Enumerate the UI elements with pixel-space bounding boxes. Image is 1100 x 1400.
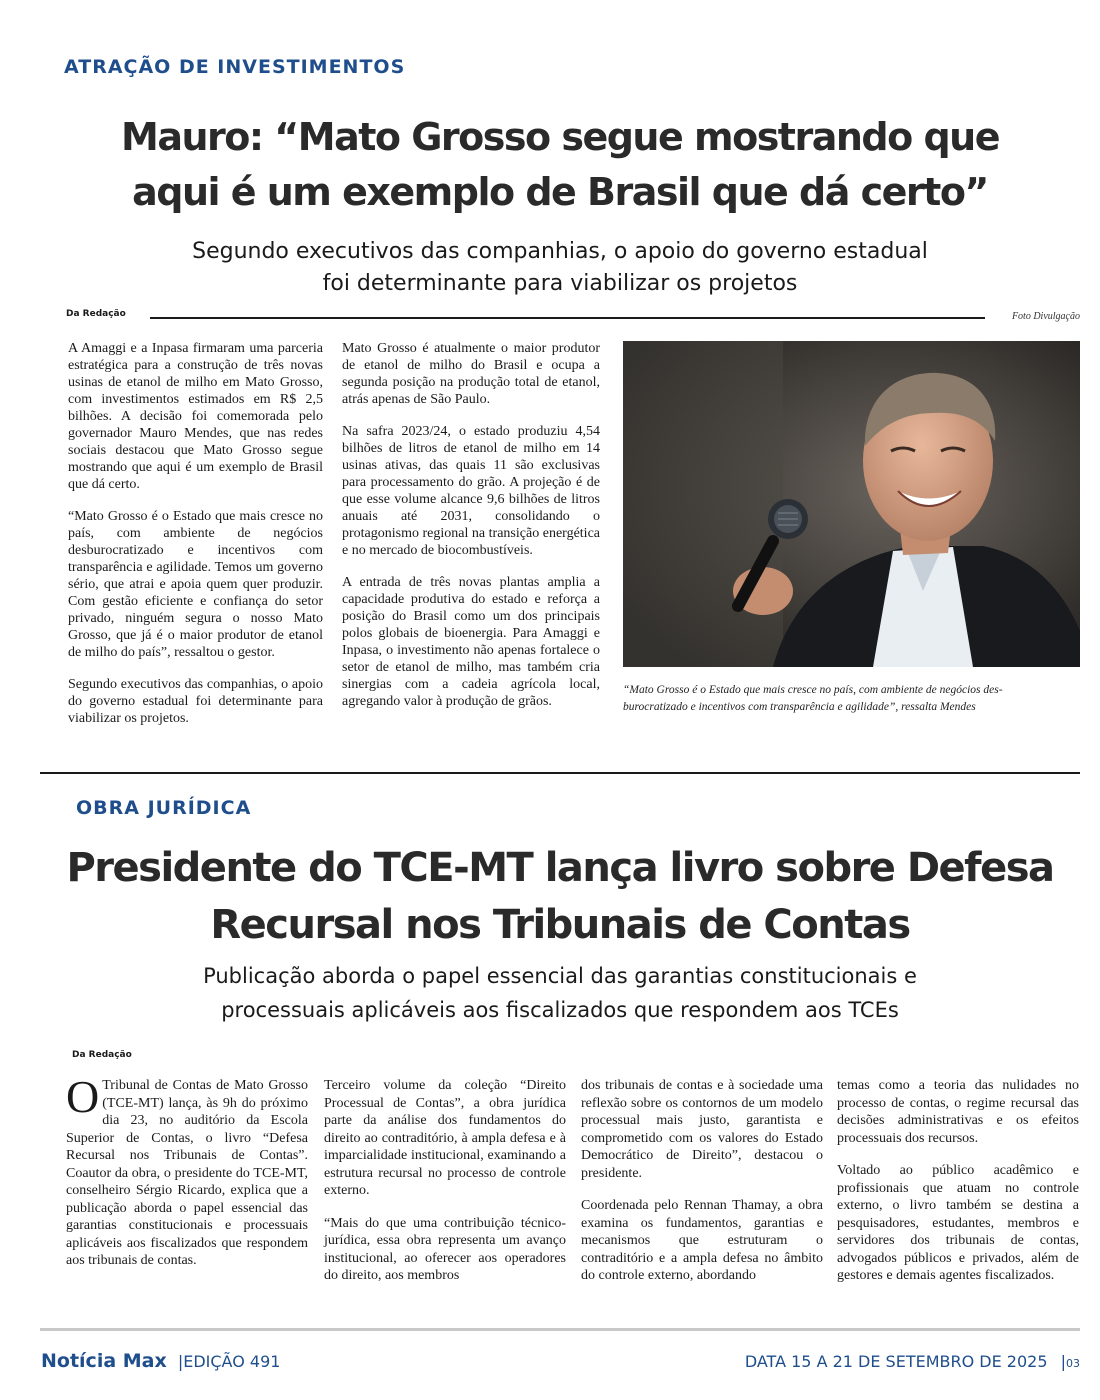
paragraph: Voltado ao público acadêmico e profissionais que atuam no controle externo, o livro também se destina a pesquisadores, estudantes, membros e servidores dos tribunais de contas, advogados públicos e privados, além de gestores e demais agentes fiscalizados. (837, 1163, 1079, 1283)
caption-line: burocratizado e incentivos com transparência e agilidade”, ressalta Mendes (623, 701, 976, 713)
paragraph-text: Tribunal de Contas de Mato Grosso (TCE-MT) lança, às 9h do próximo dia 23, no auditório da Escola Superior de Contas, o livro “Defesa Recursal nos Tribunais de Contas”. Coautor da obra, o presidente do TCE-MT, conselheiro Sérgio Ricardo, explica que a publicação aborda o papel essencial das garantias constitucionais e processuais aplicáveis aos fiscalizados que respondem aos tribunais de contas. (66, 1078, 308, 1268)
article-column-3 (581, 1077, 823, 1300)
article-column-2 (342, 340, 600, 725)
paragraph (66, 1071, 308, 1270)
footer-rule (40, 1328, 1080, 1331)
paragraph: A Amaggi e a Inpasa firmaram uma parceria estratégica para a construção de três novas usinas de etanol de milho em Mato Grosso, com investimentos estimados em R$ 2,5 bilhões. A decisão foi comemorada pelo governador Mauro Mendes, que nas redes sociais destacou que Mato Grosso segue mostrando que aqui é um exemplo de Brasil que dá certo. (68, 341, 323, 492)
paragraph: “Mais do que uma contribuição técnico-jurídica, essa obra representa um avanço institucional, ao oferecer aos operadores do direito, aos membros (324, 1215, 566, 1283)
photo-illustration (623, 341, 1080, 667)
article-column-1 (66, 1071, 308, 1285)
issue-date: DATA 15 A 21 DE SETEMBRO DE 2025 (744, 1352, 1048, 1371)
paragraph: “Mato Grosso é o Estado que mais cresce no país, com ambiente de negócios desburocratizado e incentivos com transparência e agilidade. Temos um governo sério, que atrai e apoia quem quer produzir. Com gestão eficiente e confiança do setor privado, ninguém segura o nosso Mato Grosso, que já é o maior produtor de etanol de milho do país”, ressaltou o gestor. (68, 509, 323, 660)
footer-brand (41, 1350, 280, 1372)
paragraph: A entrada de três novas plantas amplia a capacidade produtiva do estado e reforça a posição do Brasil como um dos principais polos globais de bioenergia. Para Amaggi e Inpasa, o investimento não apenas fortalece o setor de etanol de milho, mas também cria sinergias com a cadeia agrícola local, agregando valor à produção de grãos. (342, 575, 600, 709)
section-label: ATRAÇÃO DE INVESTIMENTOS (64, 56, 406, 78)
headline-line: Presidente do TCE-MT lança livro sobre Defesa (66, 845, 1054, 891)
footer-date (745, 1352, 1080, 1371)
page-number: 03 (1066, 1357, 1080, 1370)
separator: | (1060, 1352, 1066, 1371)
publication-name: Notícia Max (41, 1350, 167, 1372)
article-subheadline (40, 959, 1080, 1027)
paragraph: Segundo executivos das companhias, o apoio do governo estadual foi determinante para viabilizar os projetos. (68, 677, 323, 726)
byline-rule (150, 317, 985, 319)
paragraph: dos tribunais de contas e à sociedade uma reflexão sobre os contornos de um modelo processual mais justo, garantista e comprometido com os valores do Estado Democrático de Direito”, destacou o presidente. (581, 1078, 823, 1181)
article-subheadline (40, 236, 1080, 300)
headline-line: Mauro: “Mato Grosso segue mostrando que (121, 115, 999, 159)
headline-line: Recursal nos Tribunais de Contas (210, 902, 910, 948)
article-column-4 (837, 1077, 1079, 1300)
paragraph: temas como a teoria das nulidades no processo de contas, o regime recursal das decisões administrativas e os efeitos processuais dos recursos. (837, 1078, 1079, 1146)
photo-caption (623, 682, 1083, 716)
photo-credit: Foto Divulgação (1011, 311, 1080, 322)
subhead-line: processuais aplicáveis aos fiscalizados que respondem aos TCEs (221, 998, 899, 1022)
paragraph: Na safra 2023/24, o estado produziu 4,54 bilhões de litros de etanol de milho em 14 usinas ativas, das quais 11 são exclusivas para processamento do grão. A projeção é de que esse volume alcance 9,6 bilhões de litros anuais até 2031, consolidando o protagonismo regional na transição energética e no mercado de biocombustíveis. (342, 424, 600, 558)
drop-cap: O (66, 1071, 100, 1122)
section-divider (40, 772, 1080, 774)
article-headline (60, 110, 1060, 220)
section-label: OBRA JURÍDICA (76, 797, 252, 819)
governor-photo (623, 341, 1080, 667)
separator: | (177, 1352, 184, 1371)
edition-number: EDIÇÃO 491 (183, 1352, 281, 1371)
headline-line: aqui é um exemplo de Brasil que dá certo” (132, 170, 988, 214)
paragraph: Terceiro volume da coleção “Direito Processual de Contas”, a obra jurídica parte da análise dos fundamentos do direito ao contraditório, à ampla defesa e à imparcialidade institucional, examinando a estrutura recursal no processo de controle externo. (324, 1078, 566, 1198)
byline: Da Redação (72, 1050, 132, 1060)
subhead-line: Publicação aborda o papel essencial das garantias constitucionais e (203, 964, 917, 988)
article-headline (60, 840, 1060, 954)
article-column-1 (68, 340, 323, 742)
paragraph: Mato Grosso é atualmente o maior produtor de etanol de milho do Brasil e ocupa a segunda posição na produção total de etanol, atrás apenas de São Paulo. (342, 341, 600, 407)
caption-line: “Mato Grosso é o Estado que mais cresce no país, com ambiente de negócios des- (623, 684, 1003, 696)
byline: Da Redação (66, 309, 126, 319)
article-column-2 (324, 1077, 566, 1300)
subhead-line: foi determinante para viabilizar os projetos (322, 271, 798, 296)
paragraph: Coordenada pelo Rennan Thamay, a obra examina os fundamentos, garantias e mecanismos que estruturam o contraditório e a ampla defesa no âmbito do controle externo, abordando (581, 1198, 823, 1283)
subhead-line: Segundo executivos das companhias, o apoio do governo estadual (192, 239, 928, 264)
